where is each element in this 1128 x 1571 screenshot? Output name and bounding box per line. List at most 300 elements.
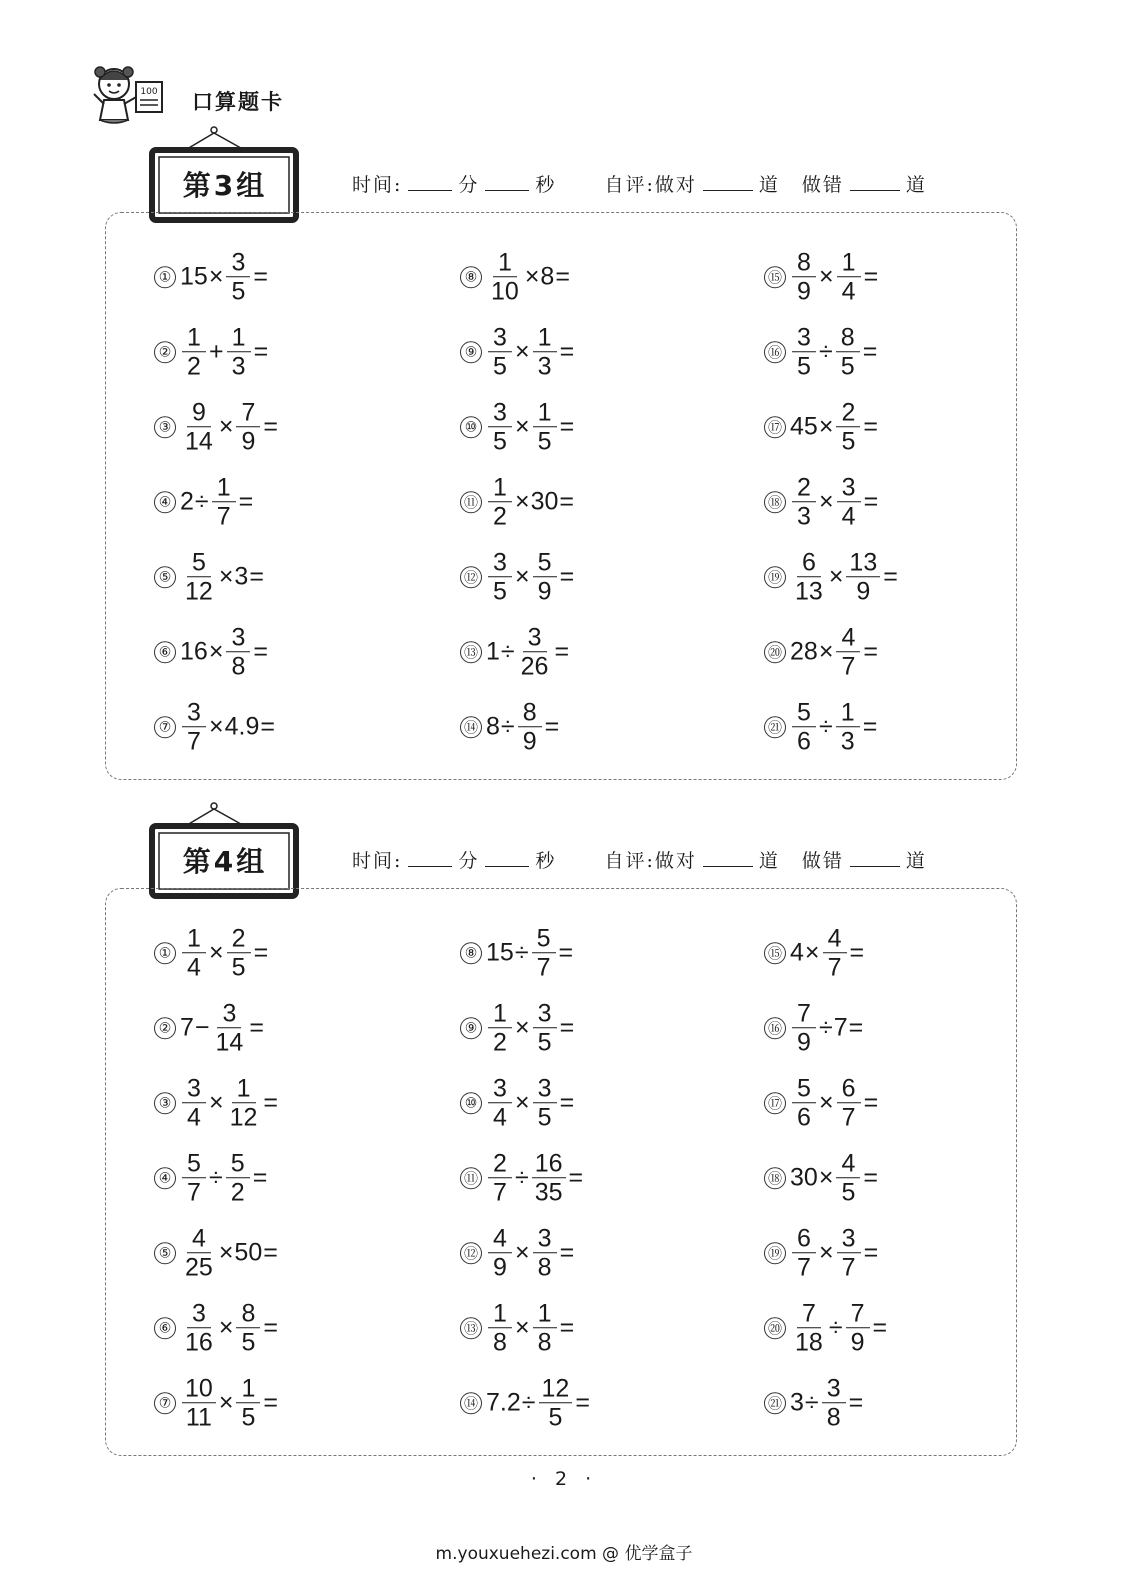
integer: 8 bbox=[486, 712, 500, 741]
problem-13 bbox=[460, 624, 570, 680]
numerator: 3 bbox=[533, 1000, 557, 1028]
operator: × bbox=[208, 262, 224, 291]
integer: 3 bbox=[790, 1388, 804, 1417]
numerator: 6 bbox=[797, 549, 821, 577]
denominator: 5 bbox=[537, 1103, 552, 1132]
numerator: 1 bbox=[533, 324, 557, 352]
fraction bbox=[236, 399, 260, 455]
second-label: 秒 bbox=[535, 850, 557, 872]
numerator: 4 bbox=[836, 624, 860, 652]
problem-21 bbox=[764, 1375, 864, 1431]
fraction bbox=[846, 1300, 870, 1356]
fraction bbox=[227, 1075, 261, 1131]
numerator: 8 bbox=[836, 324, 860, 352]
operator: × bbox=[819, 1238, 834, 1267]
fraction bbox=[836, 1150, 860, 1206]
numerator: 2 bbox=[488, 1150, 512, 1178]
fraction bbox=[837, 474, 861, 530]
problem-number: ⑳ bbox=[764, 641, 786, 663]
operator: = bbox=[238, 487, 254, 516]
page-header bbox=[88, 64, 488, 132]
numerator: 3 bbox=[488, 549, 512, 577]
numerator: 8 bbox=[792, 249, 816, 277]
problem-number: ⑨ bbox=[460, 341, 482, 363]
denominator: 5 bbox=[797, 352, 811, 381]
numerator: 1 bbox=[227, 324, 251, 352]
operator: = bbox=[544, 712, 560, 741]
operator: × bbox=[209, 712, 224, 741]
numerator: 9 bbox=[187, 399, 211, 427]
denominator: 13 bbox=[795, 577, 823, 606]
second-label: 秒 bbox=[535, 174, 557, 196]
denominator: 7 bbox=[493, 1178, 507, 1207]
correct-count-blank[interactable] bbox=[703, 172, 753, 191]
numerator: 3 bbox=[523, 624, 547, 652]
problem-10 bbox=[460, 399, 575, 455]
group-4-panel bbox=[105, 888, 1017, 1456]
fraction bbox=[226, 624, 250, 680]
fraction bbox=[792, 1000, 816, 1056]
problem-1 bbox=[154, 249, 269, 305]
problem-number: ③ bbox=[154, 416, 176, 438]
problem-number: ⑤ bbox=[154, 566, 176, 588]
page-number: · 2 · bbox=[530, 1468, 598, 1490]
problem-number: ⑨ bbox=[460, 1017, 482, 1039]
numerator: 8 bbox=[236, 1300, 260, 1328]
denominator: 5 bbox=[548, 1403, 563, 1432]
numerator: 8 bbox=[518, 699, 542, 727]
minute-label: 分 bbox=[458, 850, 480, 872]
denominator: 14 bbox=[215, 1028, 244, 1057]
problem-7 bbox=[154, 1375, 279, 1431]
integer: 28 bbox=[790, 637, 818, 666]
denominator: 5 bbox=[841, 427, 856, 456]
fraction bbox=[533, 1075, 557, 1131]
numerator: 3 bbox=[187, 1300, 211, 1328]
footer-url: m.youxuehezi.com @ 优学盒子 bbox=[435, 1544, 693, 1564]
problem-9 bbox=[460, 1000, 575, 1056]
fraction bbox=[836, 699, 860, 755]
numerator: 4 bbox=[488, 1225, 512, 1253]
fraction bbox=[182, 1225, 216, 1281]
problem-14 bbox=[460, 1375, 591, 1431]
denominator: 2 bbox=[187, 352, 201, 381]
fraction bbox=[836, 324, 860, 380]
denominator: 8 bbox=[826, 1403, 841, 1432]
operator: × bbox=[515, 1088, 530, 1117]
denominator: 4 bbox=[187, 953, 201, 982]
girl-holding-sign-icon bbox=[88, 64, 166, 130]
numerator: 16 bbox=[532, 1150, 566, 1178]
operator: = bbox=[863, 1088, 879, 1117]
denominator: 9 bbox=[856, 577, 871, 606]
numerator: 2 bbox=[227, 925, 251, 953]
integer: 15 bbox=[486, 938, 514, 967]
fraction bbox=[182, 1375, 216, 1431]
denominator: 5 bbox=[493, 352, 507, 381]
numerator: 3 bbox=[533, 1075, 557, 1103]
operator: × bbox=[818, 1163, 834, 1192]
fraction bbox=[488, 399, 512, 455]
denominator: 3 bbox=[537, 352, 552, 381]
problem-number: ⑬ bbox=[460, 1317, 482, 1339]
problem-number: ⑪ bbox=[460, 1167, 482, 1189]
denominator: 9 bbox=[522, 727, 537, 756]
numerator: 1 bbox=[232, 1075, 256, 1103]
numerator: 12 bbox=[539, 1375, 573, 1403]
problem-8 bbox=[460, 249, 571, 305]
problem-number: ⑫ bbox=[460, 1242, 482, 1264]
problem-number: ⑭ bbox=[460, 716, 482, 738]
numerator: 2 bbox=[836, 399, 860, 427]
operator: = bbox=[863, 637, 879, 666]
minute-label: 分 bbox=[458, 174, 480, 196]
wrong-count-blank[interactable] bbox=[850, 848, 900, 867]
numerator: 3 bbox=[226, 249, 250, 277]
fraction bbox=[518, 699, 542, 755]
fraction bbox=[182, 549, 216, 605]
fraction bbox=[837, 249, 861, 305]
operator: = bbox=[559, 1238, 575, 1267]
operator: = bbox=[872, 1313, 888, 1342]
denominator: 7 bbox=[841, 652, 856, 681]
problem-6 bbox=[154, 624, 269, 680]
numerator: 3 bbox=[792, 324, 816, 352]
operator: = bbox=[558, 938, 574, 967]
operator: × bbox=[515, 1313, 530, 1342]
operator: × bbox=[515, 562, 530, 591]
denominator: 5 bbox=[841, 1178, 856, 1207]
problem-number: ⑮ bbox=[764, 266, 786, 288]
group-3-frame bbox=[154, 148, 296, 220]
unit-label: 道 bbox=[758, 174, 780, 196]
problem-7 bbox=[154, 699, 276, 755]
problem-16 bbox=[764, 324, 878, 380]
operator: = bbox=[252, 1163, 268, 1192]
problem-number: ⑰ bbox=[764, 416, 786, 438]
fraction bbox=[792, 549, 826, 605]
operator: ÷ bbox=[500, 637, 515, 666]
operator: × bbox=[515, 412, 530, 441]
group-title: 第3组 bbox=[182, 169, 268, 202]
operator: × bbox=[818, 412, 834, 441]
operator: × bbox=[209, 938, 224, 967]
fraction bbox=[533, 1225, 557, 1281]
problem-number: ⑲ bbox=[764, 566, 786, 588]
denominator: 8 bbox=[231, 652, 246, 681]
numerator: 3 bbox=[533, 1225, 557, 1253]
numerator: 1 bbox=[836, 699, 860, 727]
numerator: 1 bbox=[533, 1300, 557, 1328]
operator: = bbox=[559, 1013, 575, 1042]
denominator: 18 bbox=[795, 1328, 823, 1357]
problem-2 bbox=[154, 1000, 265, 1056]
operator: = bbox=[253, 337, 269, 366]
unit-label: 道 bbox=[905, 850, 927, 872]
problem-number: ⑧ bbox=[460, 266, 482, 288]
denominator: 11 bbox=[185, 1403, 212, 1432]
fraction bbox=[212, 474, 236, 530]
fraction bbox=[792, 1225, 816, 1281]
operator: = bbox=[263, 1388, 279, 1417]
integer: 4 bbox=[790, 938, 804, 967]
second-blank[interactable] bbox=[485, 848, 529, 867]
operator: = bbox=[559, 487, 575, 516]
operator: = bbox=[559, 337, 575, 366]
numerator: 5 bbox=[532, 925, 556, 953]
denominator: 7 bbox=[187, 727, 201, 756]
numerator: 4 bbox=[187, 1225, 211, 1253]
operator: × bbox=[828, 562, 844, 591]
denominator: 14 bbox=[185, 427, 213, 456]
integer: 7 bbox=[180, 1013, 194, 1042]
denominator: 7 bbox=[536, 953, 551, 982]
denominator: 2 bbox=[493, 502, 507, 531]
operator: × bbox=[209, 1088, 224, 1117]
problem-1 bbox=[154, 925, 269, 981]
numerator: 1 bbox=[488, 1300, 512, 1328]
second-blank[interactable] bbox=[485, 172, 529, 191]
fraction bbox=[533, 1300, 557, 1356]
minute-blank[interactable] bbox=[408, 172, 452, 191]
numerator: 1 bbox=[182, 324, 206, 352]
time-label: 时间: bbox=[352, 850, 403, 872]
problem-number: ④ bbox=[154, 491, 176, 513]
operator: × bbox=[524, 262, 540, 291]
numerator: 10 bbox=[182, 1375, 216, 1403]
operator: ÷ bbox=[500, 712, 515, 741]
integer: 7 bbox=[833, 1013, 848, 1042]
operator: = bbox=[863, 1238, 879, 1267]
numerator: 3 bbox=[182, 699, 206, 727]
problem-16 bbox=[764, 1000, 864, 1056]
fraction bbox=[837, 1075, 861, 1131]
denominator: 3 bbox=[231, 352, 246, 381]
operator: = bbox=[253, 938, 269, 967]
operator: × bbox=[515, 1013, 530, 1042]
problem-12 bbox=[460, 1225, 575, 1281]
denominator: 3 bbox=[797, 502, 811, 531]
numerator: 3 bbox=[488, 324, 512, 352]
fraction bbox=[488, 1225, 512, 1281]
denominator: 9 bbox=[850, 1328, 865, 1357]
numerator: 5 bbox=[187, 549, 211, 577]
problem-number: ⑲ bbox=[764, 1242, 786, 1264]
problem-18 bbox=[764, 1150, 879, 1206]
integer: 30 bbox=[530, 487, 559, 516]
fraction bbox=[792, 699, 816, 755]
operator: × bbox=[218, 1238, 234, 1267]
denominator: 2 bbox=[230, 1178, 245, 1207]
fraction bbox=[518, 624, 552, 680]
operator: × bbox=[819, 1088, 834, 1117]
denominator: 9 bbox=[797, 1028, 811, 1057]
integer: 4.9 bbox=[224, 712, 260, 741]
problem-17 bbox=[764, 399, 879, 455]
operator: = bbox=[849, 938, 865, 967]
integer: 8 bbox=[540, 262, 555, 291]
wrong-count-blank[interactable] bbox=[850, 172, 900, 191]
operator: − bbox=[194, 1013, 210, 1042]
denominator: 8 bbox=[537, 1253, 552, 1282]
operator: = bbox=[862, 337, 878, 366]
fraction bbox=[182, 699, 206, 755]
problem-number: ⑬ bbox=[460, 641, 482, 663]
integer: 1 bbox=[486, 637, 500, 666]
operator: = bbox=[554, 637, 570, 666]
operator: = bbox=[260, 712, 275, 741]
fraction bbox=[227, 324, 251, 380]
numerator: 4 bbox=[836, 1150, 860, 1178]
problem-11 bbox=[460, 474, 575, 530]
operator: = bbox=[863, 262, 879, 291]
integer: 50 bbox=[234, 1238, 263, 1267]
denominator: 5 bbox=[231, 953, 246, 982]
problem-number: ㉑ bbox=[764, 1392, 786, 1414]
operator: = bbox=[559, 412, 575, 441]
minute-blank[interactable] bbox=[408, 848, 452, 867]
numerator: 3 bbox=[217, 1000, 241, 1028]
operator: = bbox=[863, 487, 879, 516]
fraction bbox=[182, 925, 206, 981]
fraction bbox=[488, 1000, 512, 1056]
denominator: 5 bbox=[241, 1403, 256, 1432]
fraction bbox=[836, 399, 860, 455]
fraction bbox=[792, 249, 816, 305]
problem-number: ③ bbox=[154, 1092, 176, 1114]
numerator: 3 bbox=[488, 1075, 512, 1103]
problem-5 bbox=[154, 549, 265, 605]
denominator: 5 bbox=[493, 577, 507, 606]
numerator: 7 bbox=[797, 1300, 821, 1328]
operator: ÷ bbox=[194, 487, 209, 516]
operator: × bbox=[218, 1313, 234, 1342]
numerator: 7 bbox=[846, 1300, 870, 1328]
denominator: 12 bbox=[185, 577, 213, 606]
problem-15 bbox=[764, 925, 865, 981]
denominator: 6 bbox=[797, 727, 811, 756]
problem-19 bbox=[764, 549, 899, 605]
operator: ÷ bbox=[819, 337, 833, 366]
problem-number: ⑪ bbox=[460, 491, 482, 513]
fraction bbox=[533, 549, 557, 605]
denominator: 9 bbox=[493, 1253, 507, 1282]
denominator: 5 bbox=[840, 352, 855, 381]
correct-count-blank[interactable] bbox=[703, 848, 753, 867]
numerator: 2 bbox=[792, 474, 816, 502]
fraction bbox=[533, 399, 557, 455]
fraction bbox=[488, 549, 512, 605]
operator: = bbox=[249, 1013, 264, 1042]
problem-number: ⑯ bbox=[764, 341, 786, 363]
problem-21 bbox=[764, 699, 878, 755]
denominator: 5 bbox=[493, 427, 507, 456]
numerator: 5 bbox=[533, 549, 557, 577]
fraction bbox=[182, 1075, 206, 1131]
group-4-frame bbox=[154, 824, 296, 896]
fraction bbox=[182, 1150, 206, 1206]
unit-label: 道 bbox=[905, 174, 927, 196]
problem-13 bbox=[460, 1300, 575, 1356]
problem-14 bbox=[460, 699, 560, 755]
operator: = bbox=[263, 1313, 279, 1342]
numerator: 5 bbox=[792, 699, 816, 727]
numerator: 4 bbox=[823, 925, 847, 953]
fraction bbox=[533, 324, 557, 380]
problem-20 bbox=[764, 624, 879, 680]
operator: ÷ bbox=[828, 1313, 843, 1342]
numerator: 7 bbox=[236, 399, 260, 427]
integer: 45 bbox=[790, 412, 818, 441]
group-title: 第4组 bbox=[182, 845, 268, 878]
self-eval-label: 自评:做对 bbox=[604, 850, 697, 872]
numerator: 5 bbox=[226, 1150, 250, 1178]
denominator: 8 bbox=[537, 1328, 552, 1357]
denominator: 7 bbox=[216, 502, 231, 531]
operator: = bbox=[862, 712, 878, 741]
denominator: 6 bbox=[797, 1103, 811, 1132]
fraction bbox=[532, 1150, 566, 1206]
denominator: 4 bbox=[841, 502, 856, 531]
denominator: 10 bbox=[491, 277, 519, 306]
problem-20 bbox=[764, 1300, 888, 1356]
operator: = bbox=[559, 1088, 575, 1117]
denominator: 16 bbox=[185, 1328, 213, 1357]
problem-12 bbox=[460, 549, 575, 605]
problem-10 bbox=[460, 1075, 575, 1131]
problem-3 bbox=[154, 1075, 279, 1131]
numerator: 6 bbox=[837, 1075, 861, 1103]
numerator: 1 bbox=[493, 249, 517, 277]
numerator: 3 bbox=[837, 474, 861, 502]
numerator: 1 bbox=[488, 474, 512, 502]
fraction bbox=[792, 1075, 816, 1131]
problem-number: ⑧ bbox=[460, 942, 482, 964]
fraction bbox=[837, 1225, 861, 1281]
denominator: 7 bbox=[841, 1103, 856, 1132]
fraction bbox=[182, 324, 206, 380]
operator: = bbox=[575, 1388, 590, 1417]
fraction bbox=[213, 1000, 247, 1056]
operator: × bbox=[515, 337, 530, 366]
problem-2 bbox=[154, 324, 269, 380]
problem-number: ⑥ bbox=[154, 1317, 176, 1339]
numerator: 5 bbox=[792, 1075, 816, 1103]
denominator: 26 bbox=[520, 652, 549, 681]
operator: = bbox=[253, 637, 269, 666]
numerator: 5 bbox=[182, 1150, 206, 1178]
numerator: 7 bbox=[792, 1000, 816, 1028]
fraction bbox=[488, 1150, 512, 1206]
numerator: 1 bbox=[488, 1000, 512, 1028]
operator: × bbox=[819, 487, 834, 516]
numerator: 1 bbox=[182, 925, 206, 953]
operator: = bbox=[848, 1388, 864, 1417]
problem-number: ⑩ bbox=[460, 416, 482, 438]
operator: × bbox=[218, 412, 234, 441]
integer: 2 bbox=[180, 487, 194, 516]
operator: ÷ bbox=[804, 1388, 819, 1417]
denominator: 8 bbox=[493, 1328, 507, 1357]
operator: × bbox=[515, 487, 530, 516]
integer: 15 bbox=[180, 262, 208, 291]
operator: ÷ bbox=[521, 1388, 536, 1417]
wrong-label: 做错 bbox=[801, 174, 844, 196]
operator: = bbox=[848, 1013, 864, 1042]
problem-number: ① bbox=[154, 942, 176, 964]
problem-8 bbox=[460, 925, 574, 981]
numerator: 3 bbox=[837, 1225, 861, 1253]
